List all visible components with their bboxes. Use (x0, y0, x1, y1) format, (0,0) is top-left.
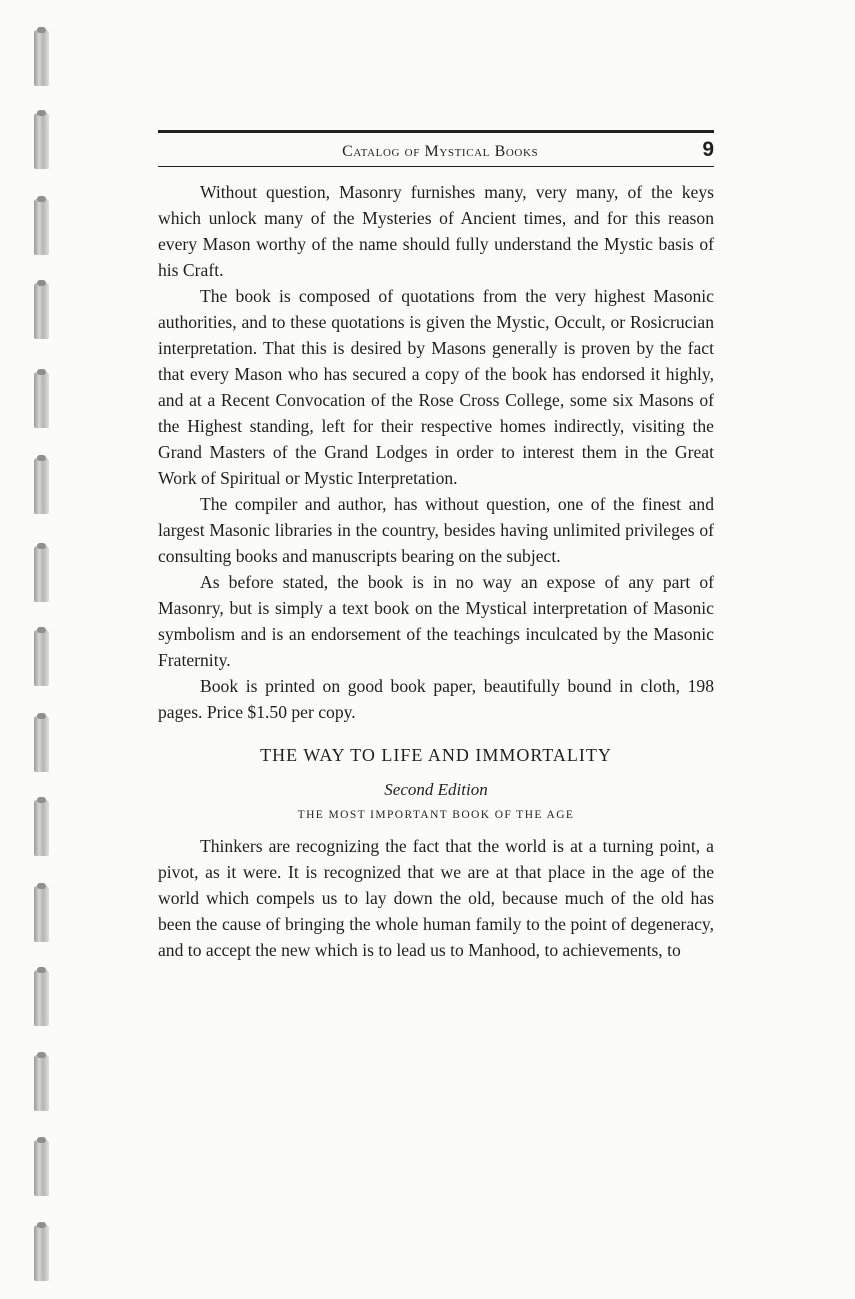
page-number: 9 (702, 138, 714, 161)
binding-hole (34, 716, 49, 772)
binding-hole (34, 1055, 49, 1111)
paragraph: Book is printed on good book paper, beautifully bound in cloth, 198 pages. Price $1.50 per copy. (158, 676, 714, 722)
binding-hole (34, 800, 49, 856)
paragraph: The compiler and author, has without question, one of the finest and largest Masonic libraries in the country, besides having unlimited privileges of consulting books and manuscripts bearing on the subject. (158, 494, 714, 566)
binding-hole (34, 970, 49, 1026)
running-header (158, 138, 714, 167)
binding-hole (34, 199, 49, 255)
header-rule (158, 130, 714, 133)
paragraph: Without question, Masonry furnishes many, very many, of the keys which unlock many of the Mysteries of Ancient times, and for this reason every Mason worthy of the name should fully understand the Mystic basis of his Craft. (158, 182, 714, 280)
page-body (158, 179, 714, 963)
binding-hole (34, 886, 49, 942)
section-title: THE WAY TO LIFE AND IMMORTALITY (260, 745, 612, 765)
binding-hole (34, 458, 49, 514)
binding-hole (34, 630, 49, 686)
edition-label: Second Edition (384, 780, 488, 799)
paragraph: As before stated, the book is in no way an expose of any part of Masonry, but is simply a text book on the Mystical interpretation of Masonic symbolism and is an endorsement of the teachings inculcated by the Masonic Fraternity. (158, 572, 714, 670)
book-page (158, 130, 714, 963)
binding-hole (34, 30, 49, 86)
spiral-binding (0, 0, 80, 1299)
section-tagline: THE MOST IMPORTANT BOOK OF THE AGE (297, 809, 575, 821)
binding-hole (34, 372, 49, 428)
binding-hole (34, 1140, 49, 1196)
binding-hole (34, 113, 49, 169)
paragraph: The book is composed of quotations from the very highest Masonic authorities, and to these quotations is given the Mystic, Occult, or Rosicrucian interpretation. That this is desired by Masons generally is proven by the fact that every Mason who has secured a copy of the book has endorsed it highly, and at a Recent Convocation of the Rose Cross College, some six Masons of the Highest standing, left for their respective homes indirectly, visiting the Grand Masters of the Grand Lodges in order to interest them in the Great Work of Spiritual or Mystic Interpretation. (158, 286, 714, 488)
running-title: Catalog of Mystical Books (342, 143, 539, 160)
paragraph: Thinkers are recognizing the fact that the world is at a turning point, a pivot, as it were. It is recognized that we are at that place in the age of the world which compels us to lay down the old, because much of the old has been the cause of bringing the whole human family to the point of degeneracy, and to accept the new which is to lead us to Manhood, to achievements, to (158, 836, 714, 960)
binding-hole (34, 283, 49, 339)
binding-hole (34, 546, 49, 602)
binding-hole (34, 1225, 49, 1281)
